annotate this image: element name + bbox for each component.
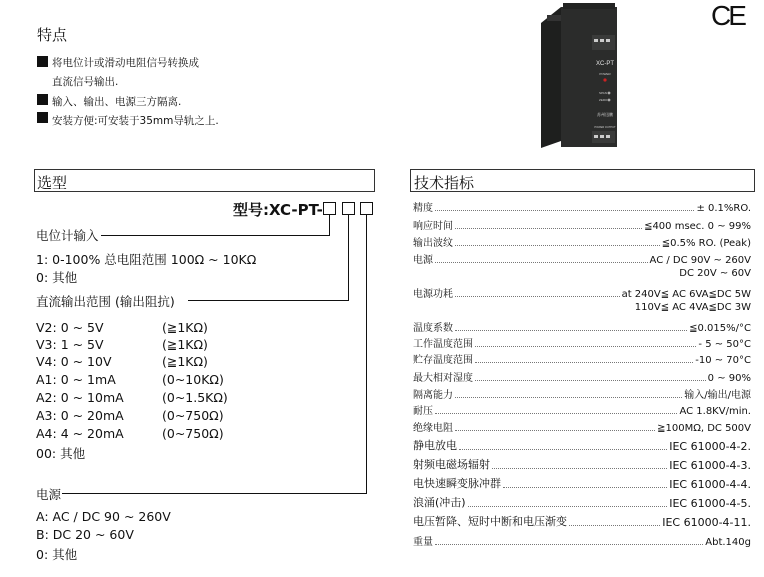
- spec-label: 电源: [413, 255, 433, 266]
- spec-value: IEC 61000-4-2.: [669, 440, 751, 453]
- spec-label: 工作温度范围: [413, 339, 473, 350]
- spec-row: [413, 198, 751, 214]
- spec-value: ≦0.5% RO. (Peak): [661, 238, 751, 249]
- spec-label: 隔离能力: [413, 390, 453, 401]
- input-group-title: 电位计输入: [36, 228, 99, 243]
- device-span-label: SPAN: [599, 91, 607, 95]
- spec-row: [413, 216, 751, 232]
- feature-item-1-line2: 直流信号输出.: [52, 76, 119, 88]
- power-option-0: 0: 其他: [36, 547, 78, 562]
- output-option-code: V4: 0 ~ 10V: [36, 354, 112, 369]
- feature-item-3: 安装方便:可安装于35mm导轨之上.: [52, 115, 219, 127]
- spec-value: AC 1.8KV/min.: [679, 406, 751, 417]
- leader-line-input-h: [101, 235, 329, 236]
- device-model-text: XC-PT: [596, 61, 614, 67]
- spec-label: 射频电磁场辐射: [413, 458, 490, 471]
- feature-item-1-line1: 将电位计或滑动电阻信号转换成: [52, 57, 199, 69]
- spec-value: Abt.140g: [705, 537, 751, 548]
- spec-label: 绝缘电阻: [413, 423, 453, 434]
- output-option-impedance: (0~750Ω): [162, 408, 224, 423]
- spec-row: [413, 437, 751, 453]
- output-option-impedance: (0~750Ω): [162, 426, 224, 441]
- device-image: [539, 1, 619, 149]
- spec-value: - 5 ~ 50°C: [698, 339, 751, 350]
- spec-row: [413, 368, 751, 384]
- output-group-title: 直流输出范围 (输出阻抗): [36, 294, 175, 309]
- spec-row: [413, 475, 751, 491]
- output-option-code: A1: 0 ~ 1mA: [36, 372, 116, 387]
- spec-row: [413, 334, 751, 350]
- device-bottom-text: POWER OUTPUT: [594, 126, 616, 129]
- spec-value: ≦400 msec. 0 ~ 99%: [644, 221, 751, 232]
- spec-label: 浪涌(冲击): [413, 496, 466, 509]
- spec-value: 0 ~ 90%: [707, 373, 751, 384]
- spec-row: [413, 385, 751, 401]
- spec-value-continued: DC 20V ~ 60V: [679, 268, 751, 279]
- bullet-square-icon: [37, 94, 48, 105]
- leader-line-power: [366, 215, 367, 494]
- model-slot-output: [342, 202, 355, 215]
- power-option-b: B: DC 20 ~ 60V: [36, 527, 134, 542]
- device-power-label: POWER: [599, 72, 611, 76]
- spec-row: [413, 532, 751, 548]
- output-option-impedance: (≧1KΩ): [162, 354, 208, 369]
- spec-row: [413, 401, 751, 417]
- spec-value: IEC 61000-4-4.: [669, 478, 751, 491]
- ce-mark-logo: CE: [711, 0, 744, 31]
- spec-label: 最大相对湿度: [413, 373, 473, 384]
- spec-value: -10 ~ 70°C: [695, 355, 751, 366]
- spec-label: 输出波纹: [413, 238, 453, 249]
- selection-title: 选型: [37, 174, 68, 192]
- output-option-code: V2: 0 ~ 5V: [36, 320, 104, 335]
- features-title: 特点: [37, 26, 68, 44]
- device-zero-label: ZERO: [599, 98, 608, 102]
- model-code-label: 型号:XC-PT-: [233, 201, 323, 219]
- leader-line-power-h: [62, 493, 366, 494]
- leader-line-output: [348, 215, 349, 301]
- bullet-square-icon: [37, 112, 48, 123]
- bullet-square-icon: [37, 56, 48, 67]
- spec-value: ± 0.1%RO.: [696, 203, 751, 214]
- output-option-code: A3: 0 ~ 20mA: [36, 408, 124, 423]
- spec-value: 输入/输出/电源: [684, 390, 751, 401]
- output-option-impedance: (0~1.5KΩ): [162, 390, 228, 405]
- selection-header-box: [34, 169, 375, 192]
- spec-value: ≧100MΩ, DC 500V: [657, 423, 751, 434]
- spec-label: 响应时间: [413, 221, 453, 232]
- output-option-code: A4: 4 ~ 20mA: [36, 426, 124, 441]
- spec-row: [413, 513, 751, 529]
- output-option-impedance: (≧1KΩ): [162, 337, 208, 352]
- output-option-code: V3: 1 ~ 5V: [36, 337, 104, 352]
- spec-value: AC / DC 90V ~ 260V: [649, 255, 751, 266]
- output-option-impedance: (0~10KΩ): [162, 372, 224, 387]
- spec-label: 静电放电: [413, 439, 457, 452]
- power-group-title: 电源: [36, 487, 62, 502]
- leader-line-input: [329, 215, 330, 236]
- spec-row: [413, 350, 751, 366]
- spec-label: 重量: [413, 537, 433, 548]
- output-option-other: 00: 其他: [36, 446, 86, 461]
- spec-label: 电快速瞬变脉冲群: [413, 477, 501, 490]
- spec-value: IEC 61000-4-11.: [662, 516, 751, 529]
- spec-row: [413, 456, 751, 472]
- output-option-impedance: (≧1KΩ): [162, 320, 208, 335]
- spec-value: IEC 61000-4-5.: [669, 497, 751, 510]
- spec-value: IEC 61000-4-3.: [669, 459, 751, 472]
- specs-title: 技术指标: [414, 174, 475, 192]
- spec-row: [413, 418, 751, 434]
- spec-row: [413, 318, 751, 334]
- input-option-1: 1: 0-100% 总电阻范围 100Ω ~ 10KΩ: [36, 252, 257, 267]
- spec-value-continued: 110V≦ AC 4VA≦DC 3W: [634, 302, 751, 313]
- spec-label: 温度系数: [413, 323, 453, 334]
- spec-row: [413, 250, 751, 266]
- spec-label: 电压暂降、短时中断和电压渐变: [413, 515, 567, 528]
- spec-row: [413, 494, 751, 510]
- model-slot-input: [323, 202, 336, 215]
- output-option-code: A2: 0 ~ 10mA: [36, 390, 124, 405]
- spec-value: ≦0.015%/°C: [689, 323, 751, 334]
- spec-row: [413, 284, 751, 300]
- feature-item-2: 输入、输出、电源三方隔离.: [52, 96, 182, 108]
- input-option-0: 0: 其他: [36, 270, 78, 285]
- power-option-a: A: AC / DC 90 ~ 260V: [36, 509, 171, 524]
- spec-label: 贮存温度范围: [413, 355, 473, 366]
- device-brand-text: 苏州迅鹏: [597, 112, 613, 117]
- spec-row: [413, 233, 751, 249]
- spec-label: 电源功耗: [413, 289, 453, 300]
- model-slot-power: [360, 202, 373, 215]
- spec-label: 精度: [413, 203, 433, 214]
- spec-value: at 240V≦ AC 6VA≦DC 5W: [621, 289, 751, 300]
- leader-line-output-h: [188, 300, 348, 301]
- spec-label: 耐压: [413, 406, 433, 417]
